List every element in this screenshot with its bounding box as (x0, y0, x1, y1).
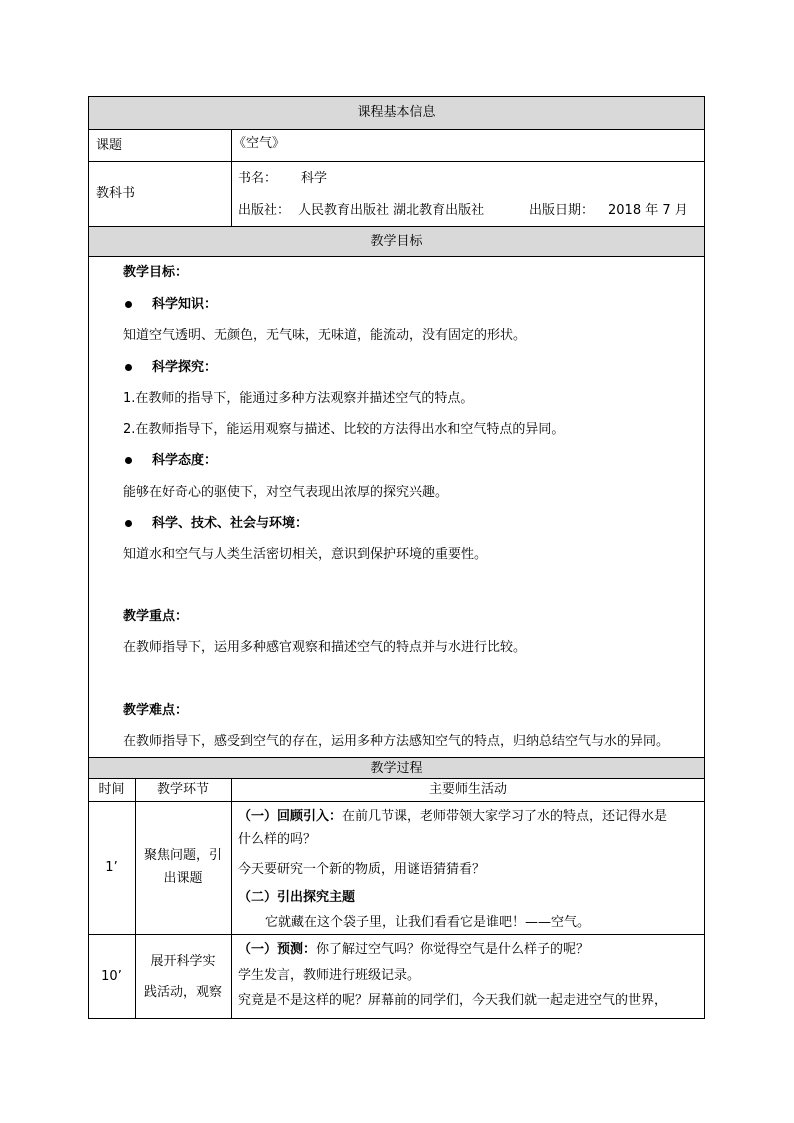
inquiry-item-2: 2.在教师指导下，能运用观察与描述、比较的方法得出水和空气特点的异同。 (123, 422, 565, 437)
row1-stage-line2: 出课题 (163, 871, 203, 886)
grid-line (88, 757, 705, 758)
attitude-text: 能够在好奇心的驱使下，对空气表现出浓厚的探究兴趣。 (123, 485, 449, 500)
row1-activity-2: 什么样的吗？ (238, 832, 317, 847)
row2-activity-1-bold: （一）预测： (238, 942, 317, 957)
difficult-point-text: 在教师指导下，感受到空气的存在，运用多种方法感知空气的特点，归纳总结空气与水的异同。 (123, 734, 670, 749)
row2-activity-3: 究竟是不是这样的呢？屏幕前的同学们，今天我们就一起走进空气的世界， (238, 993, 668, 1008)
grid-line (135, 778, 136, 1019)
inquiry-title: 科学探究： (152, 360, 218, 375)
difficult-point-title: 教学难点： (123, 703, 189, 718)
row1-activity-1-text: 在前几节课，老师带领大家学习了水的特点，还记得水是 (342, 809, 668, 824)
bullet-icon (125, 364, 132, 371)
row1-stage-line1: 聚焦问题，引 (143, 848, 222, 863)
col-activity-header: 主要师生活动 (428, 782, 507, 797)
knowledge-title: 科学知识： (152, 297, 218, 312)
sts-title: 科学、技术、社会与环境： (152, 516, 309, 531)
bullet-icon (125, 457, 132, 464)
grid-line (88, 96, 705, 97)
grid-line (231, 778, 232, 1019)
key-point-text: 在教师指导下，运用多种感官观察和描述空气的特点并与水进行比较。 (123, 640, 527, 655)
row1-activity-5: 它就藏在这个袋子里，让我们看看它是谁吧！——空气。 (265, 915, 591, 930)
row1-activity-4: （二）引出探究主题 (238, 890, 356, 905)
publisher-label: 出版社： (238, 203, 291, 218)
attitude-title: 科学态度： (152, 453, 218, 468)
basic-info-title: 课程基本信息 (357, 105, 436, 120)
knowledge-text: 知道空气透明、无颜色，无气味，无味道，能流动，没有固定的形状。 (123, 328, 527, 343)
col-stage-header: 教学环节 (156, 782, 209, 797)
row1-activity-3: 今天要研究一个新的物质，用谜语猜猜看？ (238, 862, 486, 877)
grid-line (88, 256, 705, 257)
grid-line (88, 1018, 705, 1019)
grid-line (88, 934, 705, 935)
row1-activity-1 (238, 810, 667, 823)
lesson-plan-table (88, 96, 705, 1019)
row2-time: 10’ (101, 969, 122, 984)
grid-line (88, 161, 705, 162)
grid-line (88, 778, 705, 779)
inquiry-item-1: 1.在教师的指导下，能通过多种方法观察并描述空气的特点。 (123, 391, 474, 406)
sts-text: 知道水和空气与人类生活密切相关，意识到保护环境的重要性。 (123, 547, 488, 562)
row2-stage-line2: 践活动，观察 (143, 985, 222, 1000)
goals-section-title: 教学目标 (370, 234, 423, 249)
publish-date-label: 出版日期： (529, 203, 595, 218)
grid-line (231, 129, 232, 226)
book-name-label: 书名： (238, 171, 278, 186)
row2-stage-line1: 展开科学实 (150, 954, 216, 969)
topic-label: 课题 (96, 138, 123, 153)
textbook-label: 教科书 (96, 186, 136, 201)
grid-line (88, 129, 705, 130)
topic-value: 《空气》 (233, 136, 286, 151)
publish-date-value: 2018 年 7 月 (608, 203, 688, 218)
grid-line (88, 226, 705, 227)
book-name-value: 科学 (301, 171, 328, 186)
row2-activity-2: 学生发言，教师进行班级记录。 (238, 968, 421, 983)
bullet-icon (125, 301, 132, 308)
process-section-title: 教学过程 (370, 761, 423, 776)
row2-activity-1 (238, 943, 589, 956)
publisher-value: 人民教育出版社 湖北教育出版社 (298, 203, 485, 218)
row2-activity-1-text: 你了解过空气吗？你觉得空气是什么样子的呢？ (316, 942, 590, 957)
col-time-header: 时间 (98, 782, 125, 797)
grid-line (88, 801, 705, 802)
bullet-icon (125, 520, 132, 527)
row1-time: 1’ (105, 860, 118, 875)
row1-activity-1-bold: （一）回顾引入： (238, 809, 343, 824)
goals-heading: 教学目标： (123, 265, 189, 280)
key-point-title: 教学重点： (123, 609, 189, 624)
